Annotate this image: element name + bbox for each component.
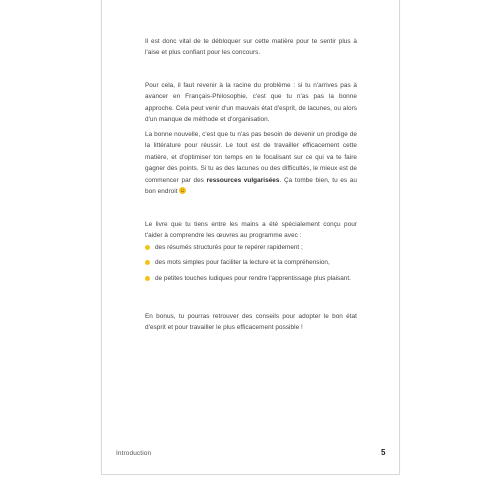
paragraph-good-news: [145, 129, 357, 197]
page-number: 5: [381, 448, 386, 457]
list-item-text: de petites touches ludiques pour rendre l'apprentissage plus plaisant.: [155, 274, 351, 282]
paragraph-book-purpose: Le livre que tu tiens entre les mains a été spécialement conçu pour t'aider à comprendre les œuvres au programme avec :: [145, 221, 357, 240]
smiling-face-icon: [179, 187, 186, 194]
list-item-text: des résumés structurés pour te repérer rapidement ;: [155, 244, 303, 251]
footer-section-label: Introduction: [116, 450, 152, 457]
bullet-dot-icon: [145, 276, 150, 281]
good-news-text: La bonne nouvelle, c'est que tu n'as pas besoin de devenir un prodige de la littérature pour réussir. Le tout est de travailler efficacement cette matière, et d'optimiser ton temps en te focalisant sur ce qui va te faire gagner des points. Si tu as des lacunes ou des difficultés, le mieux est de commencer par des: [145, 131, 357, 184]
paragraph-bonus: En bonus, tu pourras retrouver des conseils pour adopter le bon état d'esprit et pour travailler le plus efficacement possible !: [145, 313, 357, 332]
features-list: [145, 242, 357, 288]
bullet-dot-icon: [145, 245, 150, 250]
paragraph-intro: Il est donc vital de te débloquer sur cette matière pour te sentir plus à l'aise et plus confiant pour les concours.: [145, 38, 357, 57]
book-page: [101, 0, 400, 475]
paragraph-problem: Pour cela, il faut revenir à la racine du problème : si tu n'arrives pas à avancer en Français-Philosophie, c'est que tu n'as pas la bonne approche. Cela peut venir d'un mauvais état d'esprit, de lacunes, ou alors d'un manque de méthode et d'organisation.: [145, 82, 357, 124]
highlighted-resources: ressources vulgarisées: [206, 176, 280, 184]
list-item: [145, 242, 357, 253]
list-item-text: des mots simples pour faciliter la lecture et la compréhension,: [155, 259, 330, 267]
good-news-ending: . Ça tombe bien, tu es au bon endroit: [145, 176, 358, 196]
list-item: [145, 273, 357, 284]
list-item: [145, 257, 357, 268]
bullet-dot-icon: [145, 260, 150, 265]
